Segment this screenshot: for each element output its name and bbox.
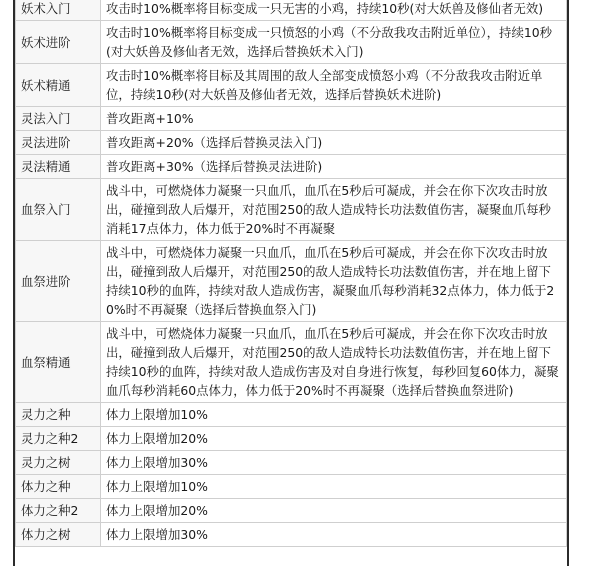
skill-name-cell: 妖术入门 bbox=[16, 0, 101, 21]
table-row bbox=[16, 523, 567, 547]
skill-name-cell: 灵法进阶 bbox=[16, 131, 101, 155]
skill-name-cell: 血祭入门 bbox=[16, 179, 101, 241]
table-row bbox=[16, 451, 567, 475]
skill-description-cell: 体力上限增加10% bbox=[101, 403, 567, 427]
skill-name-cell: 妖术进阶 bbox=[16, 21, 101, 64]
table-row bbox=[16, 179, 567, 241]
skill-description-cell: 普攻距离+20%（选择后替换灵法入门) bbox=[101, 131, 567, 155]
skill-name-cell: 血祭精通 bbox=[16, 322, 101, 403]
skill-description-cell: 攻击时10%概率将目标变成一只无害的小鸡，持续10秒(对大妖兽及修仙者无效) bbox=[101, 0, 567, 21]
skill-description-cell: 战斗中，可燃烧体力凝聚一只血爪，血爪在5秒后可凝成，并会在你下次攻击时放出，碰撞到敌人后爆开，对范围250的敌人造成特长功法数值伤害，凝聚血爪每秒消耗17点体力，体力低于20%时不再凝聚 bbox=[101, 179, 567, 241]
skill-description-cell: 战斗中，可燃烧体力凝聚一只血爪，血爪在5秒后可凝成，并会在你下次攻击时放出，碰撞到敌人后爆开，对范围250的敌人造成特长功法数值伤害，并在地上留下持续10秒的血阵，持续对敌人造成伤害及对自身进行恢复，每秒回复60体力，凝聚血爪每秒消耗60点体力，体力低于20%时不再凝聚（选择后替换血祭进阶) bbox=[101, 322, 567, 403]
skill-description-cell: 体力上限增加30% bbox=[101, 523, 567, 547]
table-row bbox=[16, 322, 567, 403]
table-row bbox=[16, 475, 567, 499]
table-row bbox=[16, 64, 567, 107]
table-row bbox=[16, 131, 567, 155]
skill-name-cell: 体力之种2 bbox=[16, 499, 101, 523]
skill-description-cell: 攻击时10%概率将目标及其周围的敌人全部变成愤怒小鸡（不分敌我攻击附近单位，持续10秒(对大妖兽及修仙者无效，选择后替换妖术进阶) bbox=[101, 64, 567, 107]
skill-name-cell: 血祭进阶 bbox=[16, 241, 101, 322]
skill-name-cell: 灵法入门 bbox=[16, 107, 101, 131]
skill-table-body bbox=[16, 0, 567, 547]
skill-name-cell: 灵力之种2 bbox=[16, 427, 101, 451]
skill-name-cell: 体力之种 bbox=[16, 475, 101, 499]
skill-name-cell: 灵力之种 bbox=[16, 403, 101, 427]
table-row bbox=[16, 241, 567, 322]
skill-description-cell: 体力上限增加20% bbox=[101, 427, 567, 451]
skill-name-cell: 灵力之树 bbox=[16, 451, 101, 475]
table-row bbox=[16, 0, 567, 21]
table-row bbox=[16, 107, 567, 131]
skill-description-cell: 体力上限增加10% bbox=[101, 475, 567, 499]
skill-name-cell: 体力之树 bbox=[16, 523, 101, 547]
table-row bbox=[16, 155, 567, 179]
skill-description-cell: 战斗中，可燃烧体力凝聚一只血爪，血爪在5秒后可凝成，并会在你下次攻击时放出，碰撞到敌人后爆开，对范围250的敌人造成特长功法数值伤害，并在地上留下持续10秒的血阵，持续对敌人造成伤害，凝聚血爪每秒消耗32点体力，体力低于20%时不再凝聚（选择后替换血祭入门) bbox=[101, 241, 567, 322]
skill-description-cell: 普攻距离+10% bbox=[101, 107, 567, 131]
skill-table bbox=[15, 0, 567, 547]
skill-description-cell: 体力上限增加20% bbox=[101, 499, 567, 523]
skill-name-cell: 妖术精通 bbox=[16, 64, 101, 107]
skill-table-frame bbox=[13, 0, 569, 566]
skill-name-cell: 灵法精通 bbox=[16, 155, 101, 179]
table-row bbox=[16, 427, 567, 451]
skill-description-cell: 攻击时10%概率将目标变成一只愤怒的小鸡（不分敌我攻击附近单位），持续10秒(对大妖兽及修仙者无效，选择后替换妖术入门) bbox=[101, 21, 567, 64]
skill-description-cell: 体力上限增加30% bbox=[101, 451, 567, 475]
skill-description-cell: 普攻距离+30%（选择后替换灵法进阶) bbox=[101, 155, 567, 179]
table-row bbox=[16, 499, 567, 523]
table-row bbox=[16, 21, 567, 64]
table-row bbox=[16, 403, 567, 427]
